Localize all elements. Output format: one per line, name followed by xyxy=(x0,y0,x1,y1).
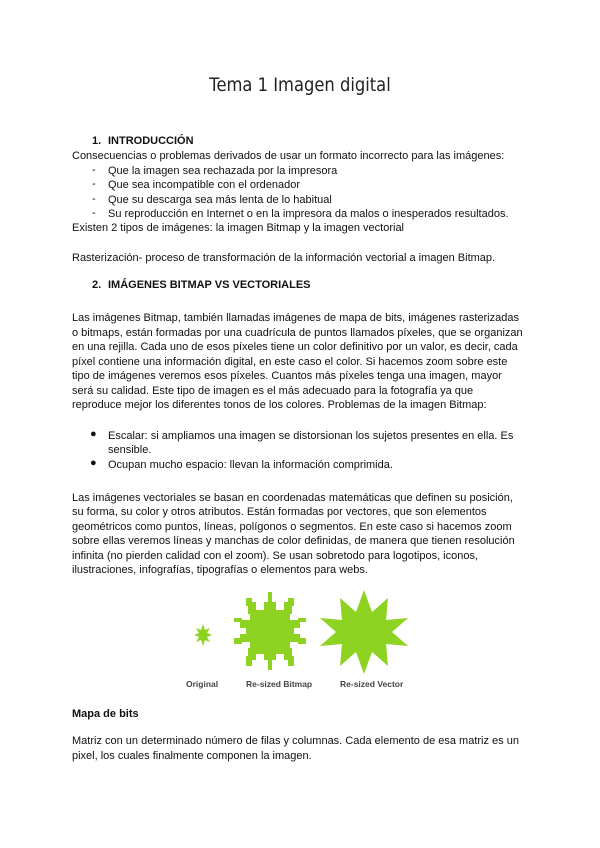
dash-bullet: - xyxy=(92,207,96,219)
section3-heading: Mapa de bits xyxy=(72,708,139,720)
image-types-text: Existen 2 tipos de imágenes: la imagen Bitmap y la imagen vectorial xyxy=(72,222,405,234)
page-title: Tema 1 Imagen digital xyxy=(209,74,391,96)
paragraph-line: Las imágenes Bitmap, también llamadas imágenes de mapa de bits, imágenes rasterizadas xyxy=(72,312,519,324)
paragraph-line: tipo de imágenes veremos esos píxeles. Cuantos más píxeles tenga una imagen, mayor xyxy=(72,370,502,382)
list-item: Que su descarga sea más lenta de lo habitual xyxy=(108,194,332,206)
paragraph-line: Las imágenes vectoriales se basan en coordenadas matemáticas que definen su posición, xyxy=(72,492,513,504)
caption-resized-vector: Re-sized Vector xyxy=(340,679,404,689)
section1-intro: Consecuencias o problemas derivados de usar un formato incorrecto para las imágenes: xyxy=(72,150,505,162)
paragraph-line: ilustraciones, infografías, tipografías o elementos para webs. xyxy=(72,564,368,576)
section2-number: 2. xyxy=(92,279,102,291)
caption-resized-bitmap: Re-sized Bitmap xyxy=(246,679,313,689)
list-item-continuation: sensible. xyxy=(108,444,152,456)
paragraph-line: será su calidad. Este tipo de imagen es el más adecuado para la fotografía ya que xyxy=(72,385,474,397)
bullet-dot: ● xyxy=(90,457,97,469)
original-star xyxy=(194,624,212,646)
section1-number: 1. xyxy=(92,135,102,147)
caption-original: Original xyxy=(186,679,219,689)
paragraph-line: píxel contiene una información digital, en este caso el color. Si hacemos zoom sobre este xyxy=(72,356,508,368)
list-item: Escalar: si ampliamos una imagen se distorsionan los sujetos presentes en ella. Es xyxy=(108,430,514,442)
paragraph-line: su forma, su color y otros atributos. Están formadas por vectores, que son elementos xyxy=(72,506,487,518)
section1-heading: INTRODUCCIÓN xyxy=(108,135,194,147)
vector-star xyxy=(320,590,408,674)
paragraph-line: sobre ellas veremos líneas y manchas de color definidas, de manera que tienen resolución xyxy=(72,535,515,547)
paragraph-line: Matriz con un determinado número de filas y columnas. Cada elemento de esa matriz es un xyxy=(72,735,519,747)
dash-bullet: - xyxy=(92,164,96,176)
bullet-dot: ● xyxy=(90,428,97,440)
list-item: Ocupan mucho espacio: llevan la información comprimida. xyxy=(108,459,393,471)
paragraph-line: pixel, los cuales finalmente componen la imagen. xyxy=(72,750,312,762)
list-item: Que sea incompatible con el ordenador xyxy=(108,179,301,191)
list-item: Su reproducción en Internet o en la impresora da malos o inesperados resultados. xyxy=(108,208,509,220)
bitmap-star xyxy=(234,592,306,670)
section2-heading: IMÁGENES BITMAP VS VECTORIALES xyxy=(108,279,311,291)
paragraph-line: o bitmaps, están formadas por una cuadrícula de puntos llamados píxeles, que se organizan xyxy=(72,327,523,339)
paragraph-line: infinita (no pierden calidad con el zoom). Se usan sobretodo para logotipos, iconos, xyxy=(72,550,479,562)
paragraph-line: en una rejilla. Cada uno de esos píxeles tiene un color definitivo por un valor, es decir, cada xyxy=(72,341,518,353)
dash-bullet: - xyxy=(92,178,96,190)
paragraph-line: reproduce mejor los diferentes tonos de los colores. Problemas de la imagen Bitmap: xyxy=(72,399,487,411)
paragraph-line: geométricos como puntos, líneas, polígonos o segmentos. En este caso si hacemos zoom xyxy=(72,521,512,533)
rasterization-text: Rasterización- proceso de transformación de la información vectorial a imagen Bitmap. xyxy=(72,252,496,264)
list-item: Que la imagen sea rechazada por la impresora xyxy=(108,165,338,177)
dash-bullet: - xyxy=(92,193,96,205)
